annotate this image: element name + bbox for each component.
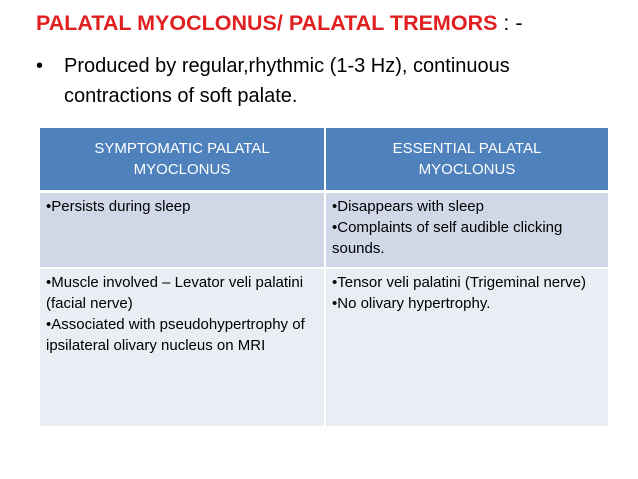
bullet-text: Produced by regular,rhythmic (1-3 Hz), continuous contractions of soft palate.: [64, 55, 510, 107]
table-row: [40, 192, 608, 268]
header-essential: [325, 128, 608, 192]
header-essential-line1: ESSENTIAL PALATAL: [392, 140, 542, 157]
header-symptomatic: [40, 128, 325, 192]
cell-item: •Associated with pseudohypertrophy of ipsilateral olivary nucleus on MRI: [46, 315, 305, 354]
cell-item: •Tensor veli palatini (Trigeminal nerve): [332, 273, 586, 291]
cell-item: •Persists during sleep: [46, 198, 191, 215]
comparison-table: [40, 128, 608, 428]
slide-title: [36, 10, 523, 36]
header-symptomatic-line2: MYOCLONUS: [133, 161, 231, 178]
cell-item: •No olivary hypertrophy.: [332, 294, 491, 312]
cell-essential: [325, 192, 608, 268]
title-main: PALATAL MYOCLONUS/ PALATAL TREMORS: [36, 11, 498, 35]
title-suffix: : -: [497, 11, 523, 35]
cell-symptomatic: [40, 268, 325, 427]
table-header-row: [40, 128, 608, 192]
header-essential-line2: MYOCLONUS: [418, 161, 516, 178]
cell-item: •Muscle involved – Levator veli palatini (facial nerve): [46, 273, 304, 312]
table-row: [40, 268, 608, 427]
cell-item: •Complaints of self audible clicking sounds.: [332, 219, 563, 257]
bullet-point: [36, 51, 596, 111]
bullet-dot: •: [36, 55, 44, 77]
cell-essential: [325, 268, 608, 427]
header-symptomatic-line1: SYMPTOMATIC PALATAL: [94, 140, 270, 157]
cell-item: •Disappears with sleep: [332, 198, 484, 215]
cell-symptomatic: [40, 192, 325, 268]
